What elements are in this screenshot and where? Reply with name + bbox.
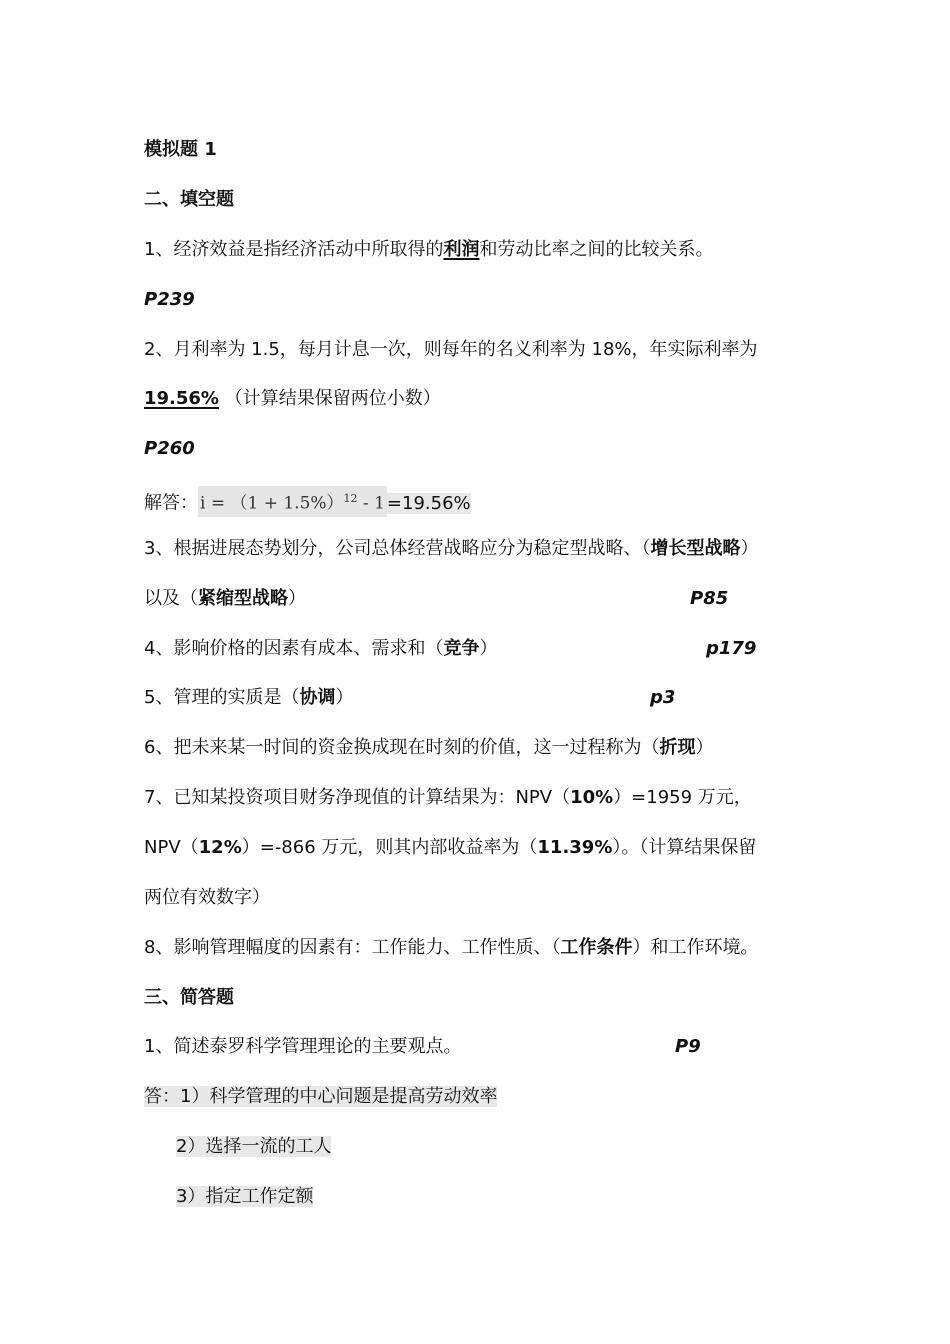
answer-text: 3）指定工作定额	[176, 1186, 314, 1207]
solution-result: =19.56%	[386, 492, 471, 514]
page-reference: P260	[144, 438, 195, 459]
question-7-line-2	[144, 835, 756, 861]
question-6-paren: ）	[695, 737, 714, 758]
question-1-text-end: 和劳动比率之间的比较关系。	[479, 239, 714, 260]
question-6-answer: 折现	[659, 737, 696, 758]
question-5	[144, 685, 353, 711]
question-7-text: 7、已知某投资项目财务净现值的计算结果为：NPV（	[144, 787, 571, 808]
question-4-paren: ）	[479, 638, 498, 659]
question-2-solution	[144, 486, 471, 517]
question-5-answer: 协调	[299, 687, 336, 708]
question-7-answer: 11.39%	[537, 837, 613, 858]
page-reference: P239	[144, 289, 195, 310]
answer-line-3	[176, 1184, 313, 1210]
question-1-text: 1、经济效益是指经济活动中所取得的	[144, 239, 444, 260]
formula-image: $i = (1 + 1.5\%)^{12} - 1$	[198, 486, 387, 517]
question-8	[144, 935, 758, 961]
question-8-text: 8、影响管理幅度的因素有：工作能力、工作性质、（	[144, 937, 561, 958]
question-2-line-1: 2、月利率为 1.5，每月计息一次，则每年的名义利率为 18%，年实际利率为	[144, 339, 758, 360]
question-6	[144, 735, 713, 761]
solution-label: 解答：	[144, 492, 198, 514]
question-4	[144, 636, 497, 662]
question-4-text: 4、影响价格的因素有成本、需求和（	[144, 638, 444, 659]
question-5-paren: ）	[335, 687, 354, 708]
question-7-text-5: ）。（计算结果保留	[612, 837, 757, 858]
answer-text: 答：1）科学管理的中心问题是提高劳动效率	[144, 1086, 498, 1107]
question-2-note: （计算结果保留两位小数）	[224, 388, 441, 409]
page-reference: p179	[706, 638, 757, 659]
question-3-paren-2: ）	[288, 588, 306, 609]
question-8-text-end: ）和工作环境。	[632, 937, 759, 958]
answer-line-2	[176, 1134, 331, 1160]
question-2-line-2	[144, 386, 441, 412]
question-1-answer: 利润	[443, 239, 480, 260]
question-7-text-4: ）=-866 万元，则其内部收益率为（	[241, 837, 538, 858]
section-heading-short-answer: 三、简答题	[144, 987, 234, 1008]
question-3-answer-1: 增长型战略	[650, 538, 741, 559]
question-7-rate-2: 12%	[198, 837, 242, 858]
answer-text: 2）选择一流的工人	[176, 1136, 332, 1157]
question-3-line-1	[144, 536, 758, 562]
question-7-text-2: ）=1959 万元，	[613, 787, 752, 808]
short-answer-1: 1、简述泰罗科学管理理论的主要观点。	[144, 1036, 462, 1057]
question-1	[144, 237, 713, 263]
section-heading-fill-blank: 二、填空题	[144, 189, 234, 210]
question-7-line-3: 两位有效数字）	[144, 887, 270, 908]
question-3-answer-2: 紧缩型战略	[198, 588, 288, 609]
question-5-text: 5、管理的实质是（	[144, 687, 300, 708]
question-2-answer: 19.56%	[144, 388, 219, 409]
doc-title: 模拟题 1	[144, 139, 217, 160]
question-3-text-2: 以及（	[144, 588, 198, 609]
question-3-paren: ）	[740, 538, 759, 559]
question-7-text-3: NPV（	[144, 837, 199, 858]
page-reference: P9	[675, 1036, 701, 1057]
question-6-text: 6、把未来某一时间的资金换成现在时刻的价值，这一过程称为（	[144, 737, 660, 758]
page-reference: p3	[650, 687, 676, 708]
question-4-answer: 竞争	[443, 638, 480, 659]
question-8-answer: 工作条件	[560, 937, 633, 958]
question-3-line-2	[144, 586, 306, 612]
question-7-line-1	[144, 785, 752, 811]
answer-line-1	[144, 1084, 497, 1110]
question-7-rate-1: 10%	[570, 787, 614, 808]
question-3-text: 3、根据进展态势划分，公司总体经营战略应分为稳定型战略、（	[144, 538, 651, 559]
page-reference: P85	[690, 588, 729, 609]
